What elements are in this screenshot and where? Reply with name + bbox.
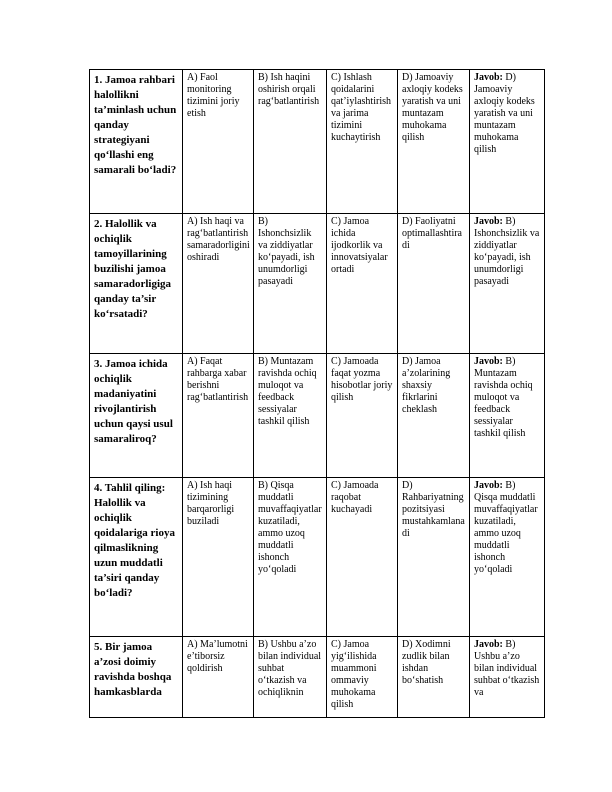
table-row xyxy=(90,214,545,354)
question-cell: 3. Jamoa ichida ochiqlik madaniyatini rivojlantirish uchun qaysi usul samaraliroq? xyxy=(90,354,183,478)
option-c-cell: C) Jamoada raqobat kuchayadi xyxy=(327,478,398,637)
question-cell: 5. Bir jamoa a’zosi doimiy ravishda boshqa hamkasblarda xyxy=(90,637,183,718)
option-a-cell: A) Ish haqi va rag‘batlantirish samaradorligini oshiradi xyxy=(183,214,254,354)
option-a-cell: A) Faqat rahbarga xabar berishni rag‘batlantirish xyxy=(183,354,254,478)
table-row xyxy=(90,354,545,478)
option-d-cell: D) Xodimni zudlik bilan ishdan bo‘shatish xyxy=(398,637,470,718)
answer-text: B) Ushbu a’zo bilan individual suhbat o‘tkazish va xyxy=(474,639,540,698)
option-b-cell: B) Ushbu a’zo bilan individual suhbat o‘tkazish va ochiqliknin xyxy=(254,637,327,718)
option-c-cell: C) Jamoa yig‘ilishida muammoni ommaviy muhokama qilish xyxy=(327,637,398,718)
option-b-cell: B) Muntazam ravishda ochiq muloqot va feedback sessiyalar tashkil qilish xyxy=(254,354,327,478)
option-b-cell: B) Ishonchsizlik va ziddiyatlar ko‘payadi, ish unumdorligi pasayadi xyxy=(254,214,327,354)
answer-text: B) Ishonchsizlik va ziddiyatlar ko‘payadi, ish unumdorligi pasayadi xyxy=(474,216,540,287)
answer-text: B) Qisqa muddatli muvaffaqiyatlar kuzatiladi, ammo uzoq muddatli ishonch yo‘qoladi xyxy=(474,480,538,575)
option-a-cell: A) Ma’lumotni e’tiborsiz qoldirish xyxy=(183,637,254,718)
answer-cell xyxy=(470,637,545,718)
answer-cell xyxy=(470,70,545,214)
option-b-cell: B) Ish haqini oshirish orqali rag‘batlantirish xyxy=(254,70,327,214)
option-d-cell: D) Jamoa a’zolarining shaxsiy fikrlarini cheklash xyxy=(398,354,470,478)
question-cell: 2. Halollik va ochiqlik tamoyillarining buzilishi jamoa samaradorligiga qanday ta’sir ko‘rsatadi? xyxy=(90,214,183,354)
question-cell: 4. Tahlil qiling: Halollik va ochiqlik qoidalariga rioya qilmaslikning uzun muddatli ta’siri qanday bo‘ladi? xyxy=(90,478,183,637)
answer-label: Javob: xyxy=(474,480,503,491)
answer-text: B) Muntazam ravishda ochiq muloqot va feedback sessiyalar tashkil qilish xyxy=(474,356,533,439)
option-c-cell: C) Jamoa ichida ijodkorlik va innovatsiyalar ortadi xyxy=(327,214,398,354)
answer-label: Javob: xyxy=(474,216,503,227)
question-cell: 1. Jamoa rahbari halollikni ta’minlash uchun qanday strategiyani qo‘llashi eng samarali bo‘ladi? xyxy=(90,70,183,214)
option-a-cell: A) Ish haqi tizimining barqarorligi buziladi xyxy=(183,478,254,637)
answer-cell xyxy=(470,354,545,478)
answer-label: Javob: xyxy=(474,639,503,650)
table-row xyxy=(90,637,545,718)
table-row xyxy=(90,478,545,637)
answer-label: Javob: xyxy=(474,72,503,83)
answer-text: D) Jamoaviy axloqiy kodeks yaratish va uni muntazam muhokama qilish xyxy=(474,72,535,155)
option-a-cell: A) Faol monitoring tizimini joriy etish xyxy=(183,70,254,214)
option-b-cell: B) Qisqa muddatli muvaffaqiyatlar kuzatiladi, ammo uzoq muddatli ishonch yo‘qoladi xyxy=(254,478,327,637)
option-d-cell: D) Faoliyatni optimallashtiradi xyxy=(398,214,470,354)
option-c-cell: C) Jamoada faqat yozma hisobotlar joriy qilish xyxy=(327,354,398,478)
option-c-cell: C) Ishlash qoidalarini qat’iylashtirish va jarima tizimini kuchaytirish xyxy=(327,70,398,214)
answer-label: Javob: xyxy=(474,356,503,367)
answer-cell xyxy=(470,478,545,637)
option-d-cell: D) Rahbariyatning pozitsiyasi mustahkamlanadi xyxy=(398,478,470,637)
table-row xyxy=(90,70,545,214)
answer-cell xyxy=(470,214,545,354)
option-d-cell: D) Jamoaviy axloqiy kodeks yaratish va uni muntazam muhokama qilish xyxy=(398,70,470,214)
quiz-table xyxy=(89,69,545,718)
